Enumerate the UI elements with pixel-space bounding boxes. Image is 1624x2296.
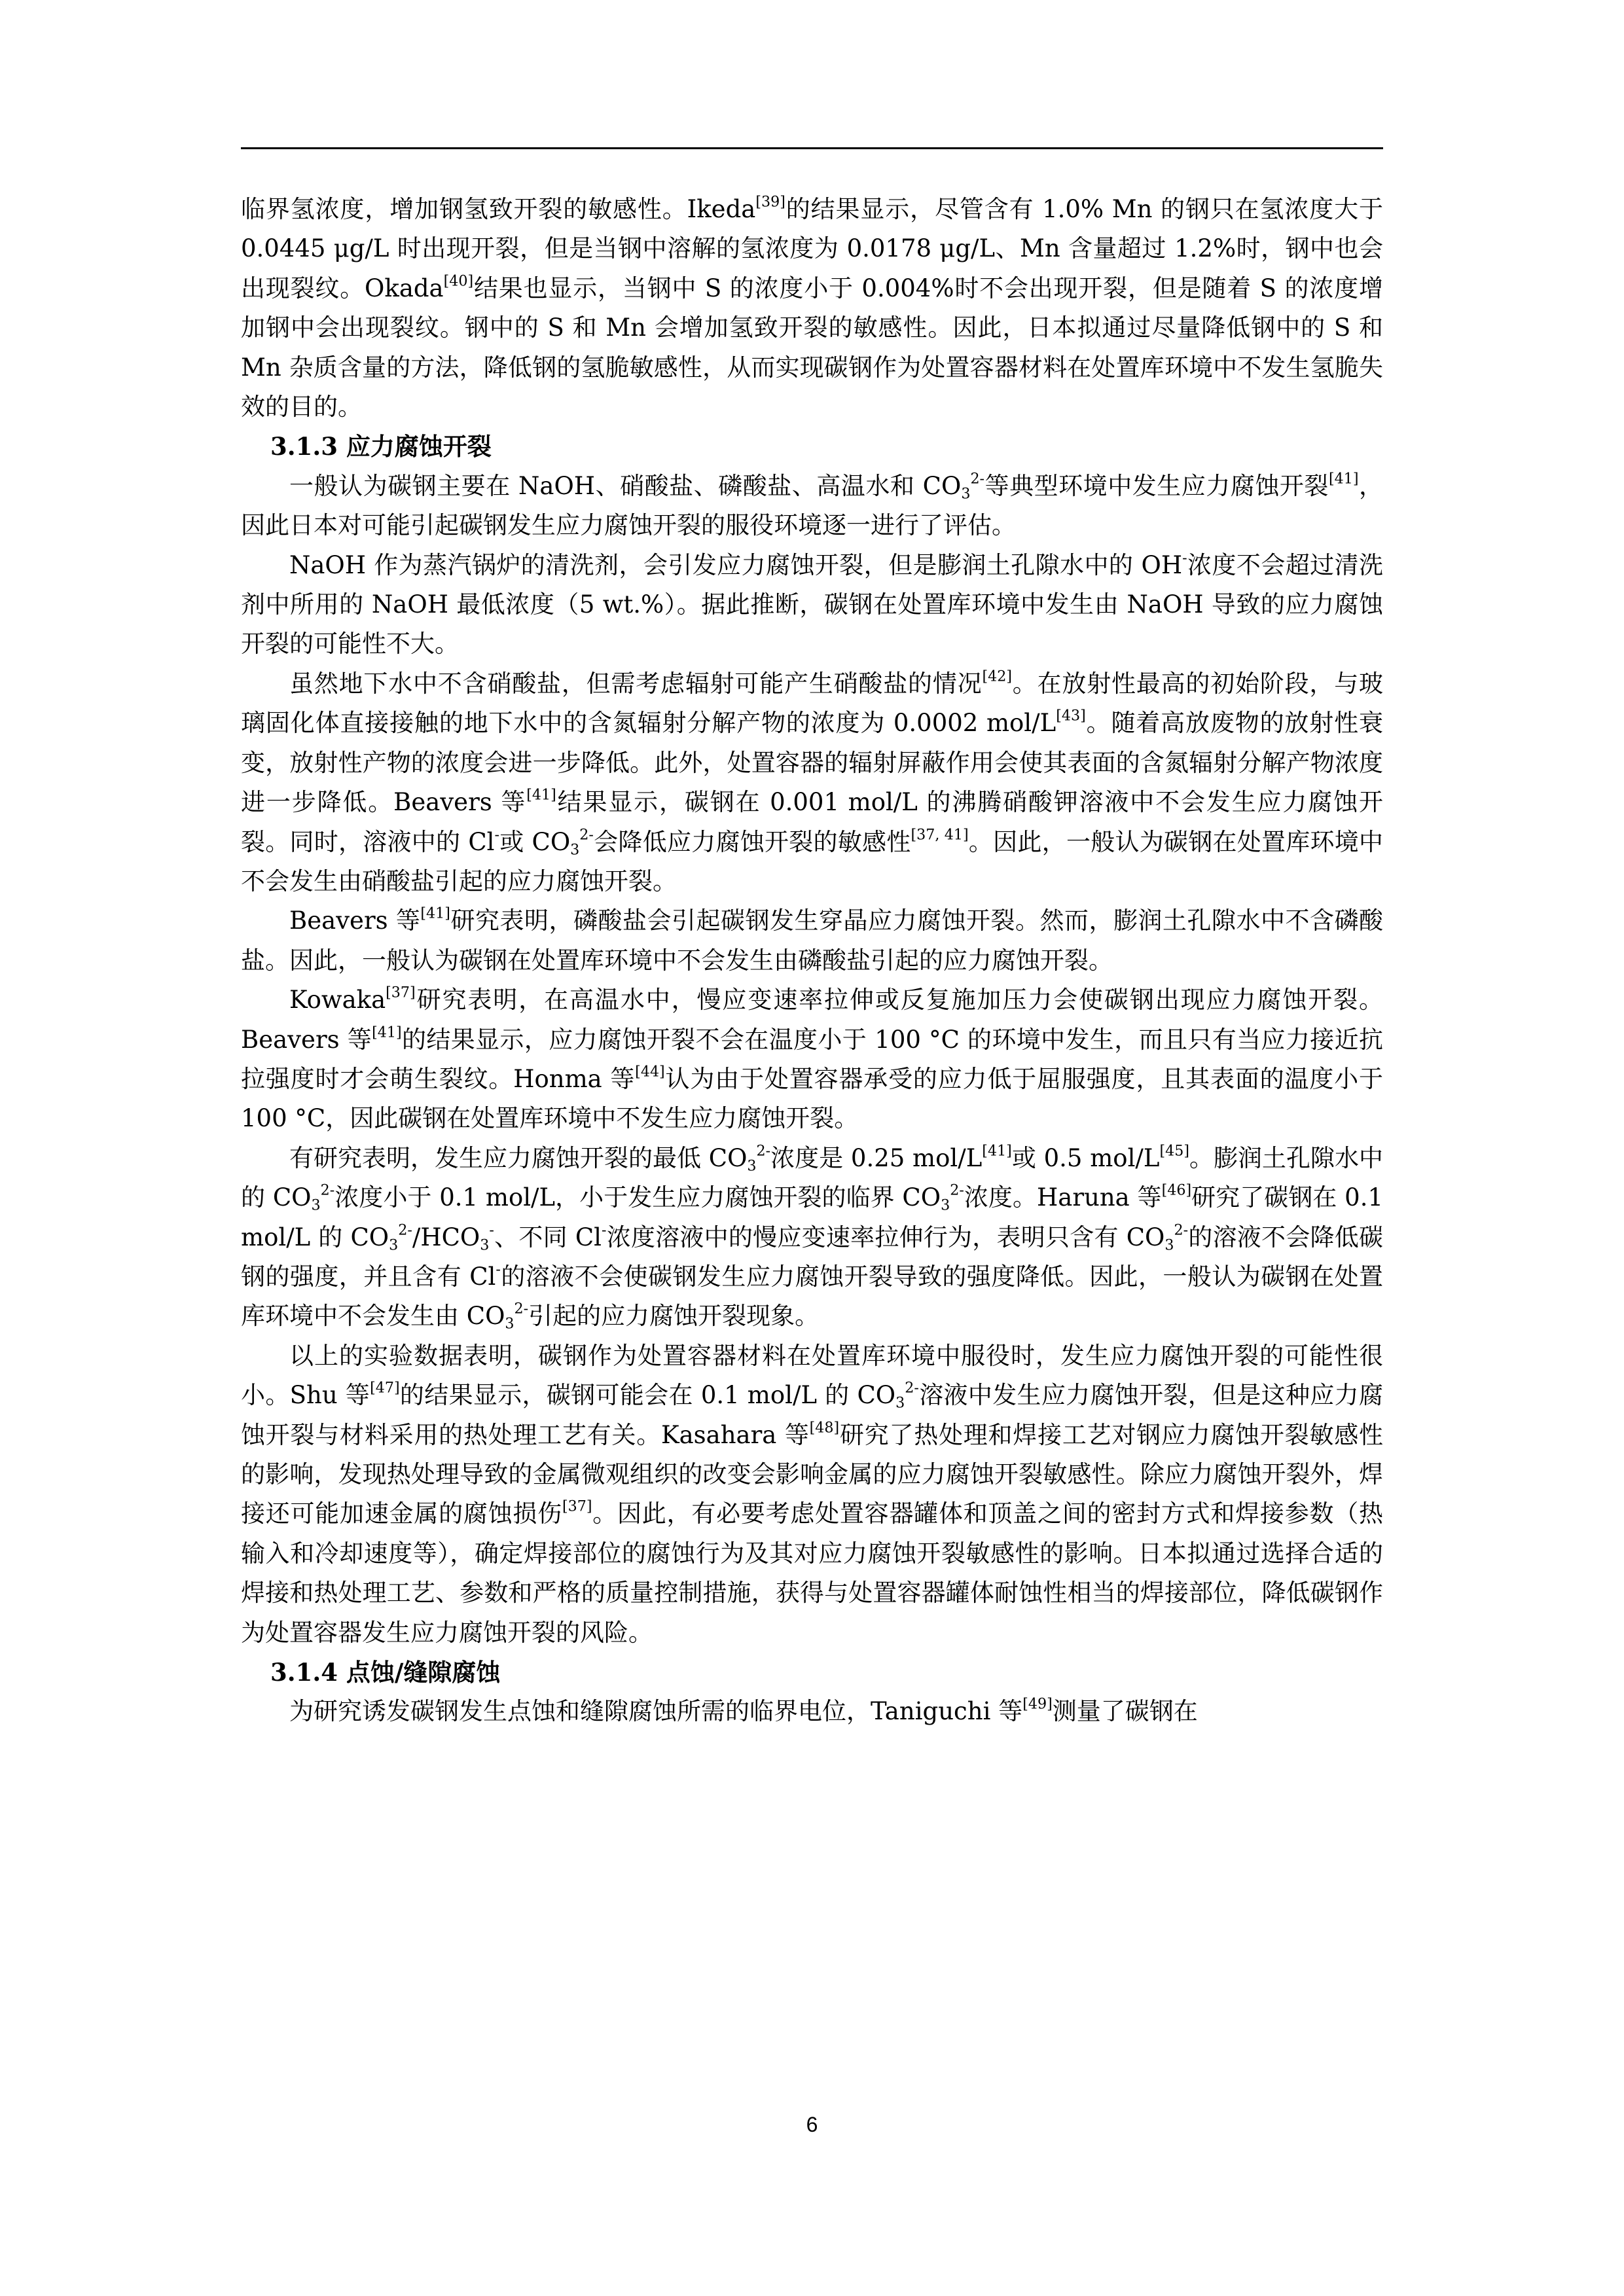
superscript: 2- — [579, 825, 594, 843]
superscript: 2- — [514, 1300, 529, 1318]
subscript: 3 — [1164, 1236, 1174, 1254]
section-heading-3-1-4: 3.1.4 点蚀/缝隙腐蚀 — [270, 1658, 501, 1687]
text-run: 浓度是 0.25 mol/L — [770, 1143, 983, 1172]
superscript: - — [1182, 549, 1187, 567]
superscript: 2- — [1174, 1221, 1189, 1238]
text-run: 研究表明，磷酸盐会引起碳钢发生穿晶应力腐蚀开裂。然而，膨润土孔隙水中不含磷酸盐。因此，一般认为碳钢在处置库环境中不会发生由磷酸盐引起的应力腐蚀开裂。 — [241, 906, 1383, 975]
text-run: 结果显示，碳钢在 0.001 mol/L 的沸腾硝酸钾溶液中不会发生应力腐蚀开裂。同时，溶液中的 Cl — [241, 788, 1383, 856]
citation: [43] — [1056, 707, 1086, 725]
superscript: 2- — [950, 1181, 964, 1199]
citation: [41] — [372, 1023, 402, 1041]
text-run: 浓度不会超过清洗剂中所用的 NaOH 最低浓度（5 wt.%）。据此推断，碳钢在处置库环境中发生由 NaOH 导致的应力腐蚀开裂的可能性不大。 — [241, 550, 1384, 658]
superscript: - — [489, 1221, 494, 1238]
text-run: 有研究表明，发生应力腐蚀开裂的最低 CO — [289, 1143, 748, 1172]
text-run: 临界氢浓度，增加钢氢致开裂的敏感性。Ikeda — [241, 195, 756, 223]
text-run: 的溶液不会降低碳钢的强度，并且含有 Cl — [241, 1223, 1383, 1291]
text-run: 一般认为碳钢主要在 NaOH、硝酸盐、磷酸盐、高温水和 CO — [289, 471, 962, 500]
citation: [41] — [1328, 470, 1359, 488]
text-run: 引起的应力腐蚀开裂现象。 — [528, 1302, 820, 1331]
paragraph-nitrate — [241, 664, 1383, 901]
text-run: 浓度溶液中的慢应变速率拉伸行为，表明只含有 CO — [606, 1223, 1165, 1251]
text-run: 。因此，一般认为碳钢在处置库环境中不会发生由硝酸盐引起的应力腐蚀开裂。 — [241, 827, 1384, 895]
text-run: 。在放射性最高的初始阶段，与玻璃固化体直接接触的地下水中的含氮辐射分解产物的浓度为 0.0002 mol/L — [241, 669, 1384, 738]
citation: [37, 41] — [911, 825, 969, 843]
paragraph-pitting — [241, 1692, 1383, 1731]
superscript: - — [496, 1261, 501, 1278]
paragraph-phosphate — [241, 901, 1383, 980]
citation: [41] — [420, 905, 450, 922]
subscript: 3 — [941, 1196, 950, 1214]
text-run: 研究了碳钢在 0.1 mol/L 的 CO — [241, 1183, 1384, 1251]
superscript: - — [494, 825, 499, 843]
citation: [40] — [443, 272, 474, 290]
text-run: 或 CO — [499, 827, 571, 856]
citation: [44] — [635, 1063, 665, 1081]
paragraph-hydrogen-continued — [241, 190, 1383, 427]
text-run: 或 0.5 mol/L — [1011, 1143, 1160, 1172]
text-run: 测量了碳钢在 — [1052, 1697, 1198, 1726]
citation: [37] — [562, 1498, 592, 1515]
text-run: 浓度小于 0.1 mol/L，小于发生应力腐蚀开裂的临界 CO — [334, 1183, 941, 1212]
superscript: 2- — [970, 470, 985, 488]
text-run: 的结果显示，尽管含有 1.0% Mn 的钢只在氢浓度大于 0.0445 μg/L 时出现开裂，但是当钢中溶解的氢浓度为 0.0178 μg/L、Mn 含量超过 1.2%时，钢中也会出现裂纹。Okada — [241, 195, 1383, 302]
superscript: 2- — [398, 1221, 412, 1238]
paragraph-scc-intro — [241, 467, 1383, 546]
text-run: 。因此，有必要考虑处置容器罐体和顶盖之间的密封方式和焊接参数（热输入和冷却速度等），确定焊接部位的腐蚀行为及其对应力腐蚀开裂敏感性的影响。日本拟通过选择合适的焊接和热处理工艺、参数和严格的质量控制措施，获得与处置容器罐体耐蚀性相当的焊接部位，降低碳钢作为处置容器发生应力腐蚀开裂的风险。 — [241, 1499, 1383, 1647]
citation: [37] — [386, 984, 416, 1001]
text-run: 会降低应力腐蚀开裂的敏感性 — [593, 827, 911, 856]
text-run: Kowaka — [289, 986, 386, 1014]
text-run: 结果也显示，当钢中 S 的浓度小于 0.004%时不会出现开裂，但是随着 S 的浓度增加钢中会出现裂纹。钢中的 S 和 Mn 会增加氢致开裂的敏感性。因此，日本拟通过尽量降低钢中的 S 和 Mn 杂质含量的方法，降低钢的氢脆敏感性，从而实现碳钢作为处置容器材料在处置库环境中不发生氢脆失效的目的。 — [241, 274, 1383, 422]
text-run: 、不同 Cl — [494, 1223, 602, 1251]
text-run: 浓度。Haruna 等 — [964, 1183, 1162, 1212]
citation: [49] — [1022, 1695, 1053, 1713]
superscript: - — [601, 1221, 607, 1238]
text-run: 。随着高放废物的放射性衰变，放射性产物的浓度会进一步降低。此外，处置容器的辐射屏蔽作用会使其表面的含氮辐射分解产物浓度进一步降低。Beavers 等 — [241, 709, 1384, 817]
citation: [39] — [755, 193, 785, 211]
text-run: 研究表明，在高温水中，慢应变速率拉伸或反复施加压力会使碳钢出现应力腐蚀开裂。Beavers 等 — [241, 986, 1383, 1054]
citation: [41] — [982, 1142, 1012, 1160]
subscript: 3 — [747, 1157, 757, 1175]
header-rule — [241, 147, 1383, 149]
paragraph-carbonate — [241, 1139, 1383, 1336]
text-run: 的结果显示，碳钢可能会在 0.1 mol/L 的 CO — [399, 1381, 896, 1410]
citation: [48] — [809, 1418, 840, 1436]
text-run: 为研究诱发碳钢发生点蚀和缝隙腐蚀所需的临界电位，Taniguchi 等 — [289, 1697, 1023, 1726]
section-heading-3-1-3: 3.1.3 应力腐蚀开裂 — [270, 432, 492, 461]
text-run: 研究了热处理和焊接工艺对钢应力腐蚀开裂敏感性的影响，发现热处理导致的金属微观组织的改变会影响金属的应力腐蚀开裂敏感性。除应力腐蚀开裂外，焊接还可能加速金属的腐蚀损伤 — [241, 1420, 1383, 1528]
citation: [41] — [526, 786, 556, 804]
text-run: 以上的实验数据表明，碳钢作为处置容器材料在处置库环境中服役时，发生应力腐蚀开裂的可能性很小。Shu 等 — [241, 1341, 1383, 1410]
text-run: 的结果显示，应力腐蚀开裂不会在温度小于 100 °C 的环境中发生，而且只有当应力接近抗拉强度时才会萌生裂纹。Honma 等 — [241, 1025, 1383, 1093]
text-run: Beavers 等 — [289, 906, 421, 935]
subscript: 3 — [961, 485, 971, 503]
paragraph-naoh — [241, 546, 1383, 664]
subscript: 3 — [311, 1196, 321, 1214]
text-run: 溶液中发生应力腐蚀开裂，但是这种应力腐蚀开裂与材料采用的热处理工艺有关。Kasahara 等 — [241, 1381, 1384, 1449]
paragraph-summary-welding — [241, 1336, 1383, 1653]
subscript: 3 — [570, 841, 580, 859]
text-run: 虽然地下水中不含硝酸盐，但需考虑辐射可能产生硝酸盐的情况 — [289, 669, 983, 698]
text-run: /HCO — [412, 1223, 480, 1251]
text-run: 等典型环境中发生应力腐蚀开裂 — [984, 471, 1329, 500]
citation: [46] — [1161, 1181, 1192, 1199]
citation: [47] — [370, 1379, 400, 1397]
text-run: ，因此日本对可能引起碳钢发生应力腐蚀开裂的服役环境逐一进行了评估。 — [241, 471, 1384, 540]
citation: [42] — [982, 668, 1012, 685]
superscript: 2- — [905, 1379, 919, 1397]
subscript: 3 — [480, 1236, 490, 1254]
citation: [45] — [1159, 1142, 1189, 1160]
paragraph-high-temp-water — [241, 980, 1383, 1139]
body-text — [241, 190, 1383, 1732]
subscript: 3 — [505, 1316, 514, 1333]
subscript: 3 — [895, 1394, 905, 1412]
page-number: 6 — [806, 2113, 818, 2136]
text-run: NaOH 作为蒸汽锅炉的清洗剂，会引发应力腐蚀开裂，但是膨润土孔隙水中的 OH — [289, 550, 1183, 579]
superscript: 2- — [320, 1181, 335, 1199]
subscript: 3 — [389, 1236, 399, 1254]
text-run: 认为由于处置容器承受的应力低于屈服强度，且其表面的温度小于 100 °C，因此碳钢在处置库环境中不发生应力腐蚀开裂。 — [241, 1064, 1384, 1133]
text-run: 。膨润土孔隙水中的 CO — [241, 1143, 1383, 1212]
superscript: 2- — [756, 1142, 771, 1160]
text-run: 的溶液不会使碳钢发生应力腐蚀开裂导致的强度降低。因此，一般认为碳钢在处置库环境中不会发生由 CO — [241, 1262, 1384, 1331]
